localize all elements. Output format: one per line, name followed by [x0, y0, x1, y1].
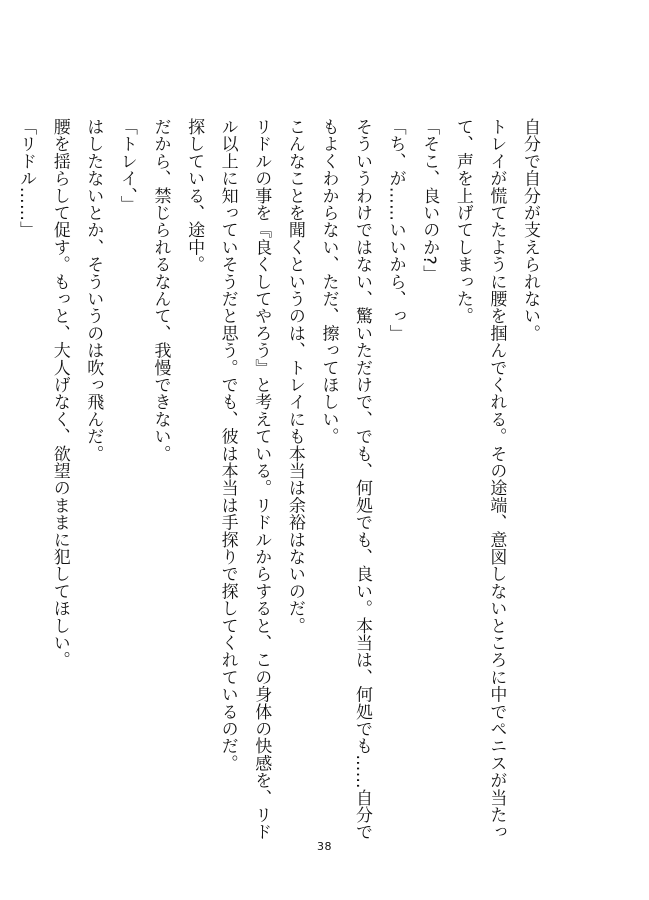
text-line: 腰を揺らして促す。もっと、大人げなく、欲望のままに犯してほしい。: [49, 118, 70, 669]
text-line: はしたないとか、そういうのは吹っ飛んだ。: [83, 118, 104, 462]
text-line: リドルの事を『良くしてやろう』と考えている。リドルからすると、この身体の快感を、リド: [251, 118, 272, 841]
text-line: 「リドル……」: [16, 118, 37, 239]
text-line: 自分で自分が支えられない。: [520, 118, 540, 342]
text-line: 「トレイ、」: [116, 118, 137, 213]
text-line: て、声を上げてしまった。: [452, 118, 473, 325]
text-line: 探している、途中。: [184, 118, 205, 273]
text-line: もよくわからない、ただ、擦ってほしい。: [318, 118, 339, 445]
vertical-text-body: [9, 118, 547, 841]
text-line: 「そこ、良いのか?」: [419, 118, 440, 283]
text-line: トレイが慌てたように腰を掴んでくれる。その途端、意図しないところに中でペニスが当たっ: [486, 118, 507, 841]
text-line: だから、禁じられるなんて、我慢できない。: [150, 118, 171, 462]
text-line: 「ち、が……いいから、っ」: [385, 118, 406, 342]
text-line: そういうわけではない、驚いただけで、でも、何処でも、良い。本当は、何処でも……自分で: [352, 118, 373, 841]
text-line: こんなことを聞くというのは、トレイにも本当は余裕はないのだ。: [284, 118, 305, 634]
text-line: ル以上に知っていそうだと思う。でも、彼は本当は手探りで探してくれているのだ。: [217, 118, 238, 772]
page-number: 38: [317, 840, 332, 853]
